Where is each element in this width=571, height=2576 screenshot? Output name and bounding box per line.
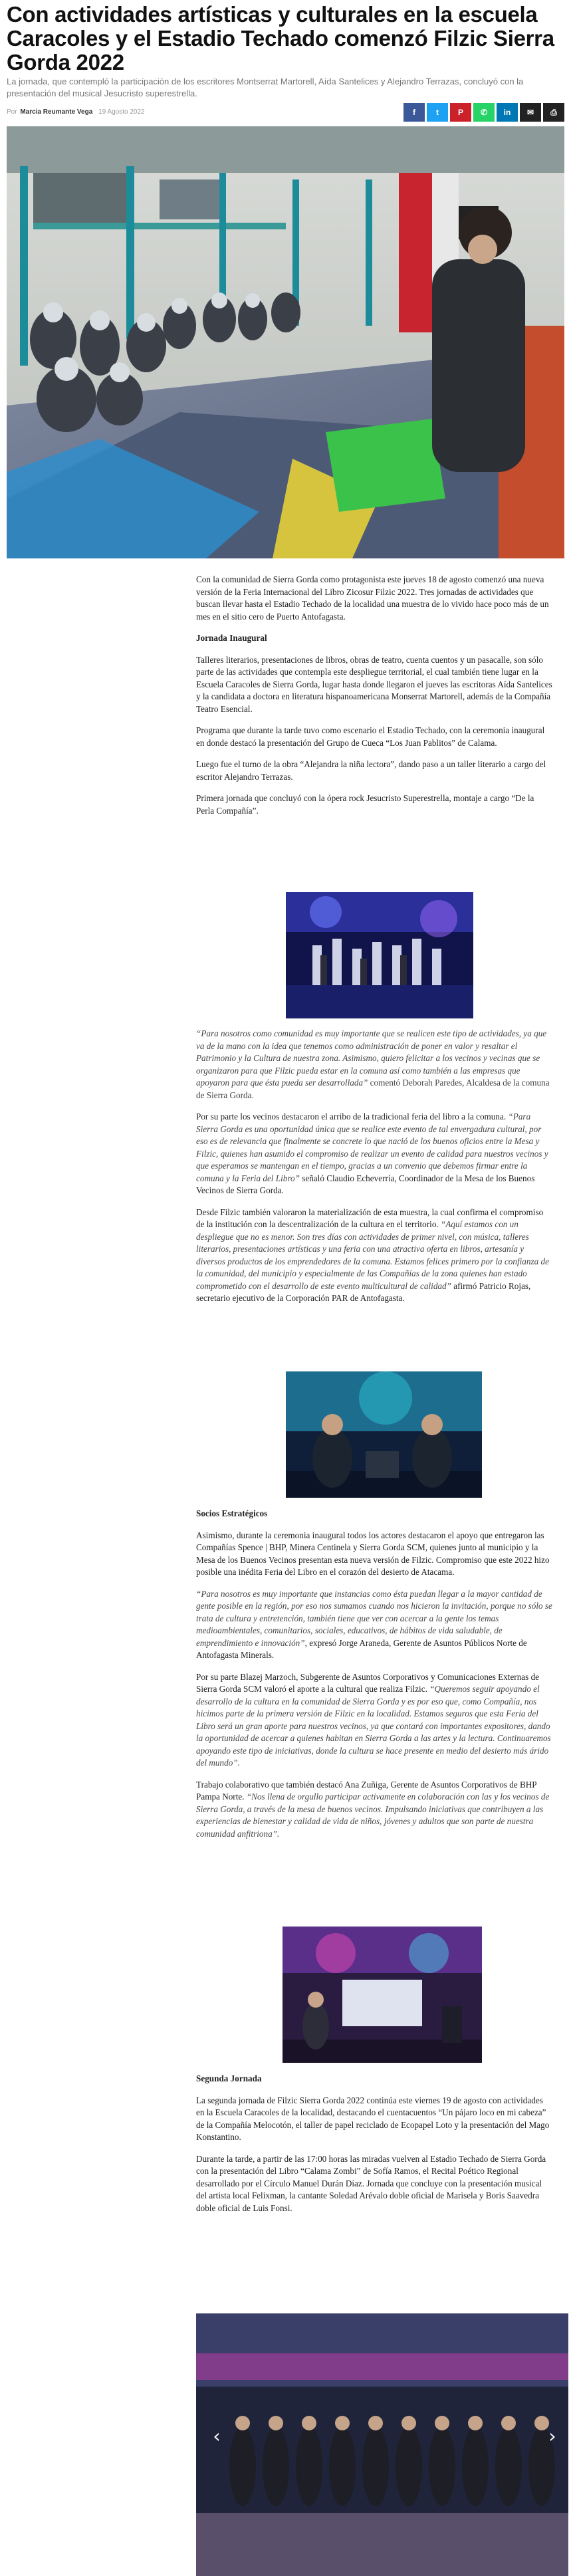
author-prefix: Por [7,108,17,116]
whatsapp-icon[interactable]: ✆ [473,103,495,122]
paragraph-text: Por su parte Blazej Marzoch, Subgerente de Asuntos Corporativos y Comunicaciones Externas de Sierra Gorda SCM valoró el aporte a la cultural que realiza Filzic. [196,1671,540,1694]
quote-text: “Aquí estamos con un despliegue que no es menor. Son tres días con actividades de primer nivel, con música, talleres literarios, presentaciones artísticas y una feria con una atractiva oferta en libros, artesanía y diversos productos de los emprendedores de la comuna. Estamos felices primero por la confianza de la comunidad, del municipio y especialmente de las Compañías de la zona quienes han estado comprometido con el desarrollo de este evento multicultural de calidad” [196,1219,549,1291]
print-icon[interactable]: ⎙ [543,103,564,122]
publish-date: 19 Agosto 2022 [98,108,145,116]
photo-stage [283,1927,482,2063]
gallery-next-icon[interactable]: › [548,2425,556,2447]
paragraph [196,1111,553,1197]
paragraph [196,1779,553,1841]
article-body [196,574,553,826]
quote-text: “Nos llena de orgullo participar activamente en colaboración con las y los vecinos de Sierra Gorda, a través de la mesa de buenos vecinos. Impulsando iniciativas que contribuyen a las experiencias de bienestar y calidad de vida de niños, jóvenes y adultos que son parte de nuestra comunidad anfitriona”. [196,1792,550,1839]
facebook-icon[interactable]: f [403,103,425,122]
paragraph-intro: Con la comunidad de Sierra Gorda como protagonista este jueves 18 de agosto comenzó una nueva versión de la Feria Internacional del Libro Zicosur Filzic 2022. Tres jornadas de actividades que buscan llevar hasta el Estadio Techado de la localidad una muestra de lo vivido hace poco más de un mes en el sitio cero de Puerto Antofagasta. [196,574,549,622]
paragraph: Durante la tarde, a partir de las 17:00 horas las miradas vuelven al Estadio Techado de Sierra Gorda con la presentación del Libro “Calama Zombi” de Sofía Ramos, el Recital Poético Regional desarrollado por el Círculo Manuel Durán Díaz. Jornada que concluye con la presentación musical del artista local Felixman, la cantante Soledad Arévalo doble oficial de Marisela y Boris Saavedra doble oficial de Luis Fonsi. [196,2153,546,2213]
paragraph [196,1671,553,1770]
article-body-3 [196,1508,553,1849]
article-body-2 [196,1028,553,1314]
paragraph: Primera jornada que concluyó con la ópera rock Jesucristo Superestrella, montaje a cargo “De la Perla Compañía”. [196,793,534,816]
quote-attribution: afirmó Patricio Rojas, secretario ejecutivo de la Corporación PAR de Antofagasta. [196,1280,531,1303]
paragraph-text: Por su parte los vecinos destacaron el arribo de la tradicional feria del libro a la comuna. [196,1112,509,1121]
article-title: Con actividades artísticas y culturales en la escuela Caracoles y el Estadio Techado comenzó Filzic Sierra Gorda 2022 [7,2,554,74]
quote-paragraph [196,1588,553,1662]
share-bar [403,103,564,122]
quote-paragraph [196,1028,553,1102]
author-link[interactable]: Marcia Reumante Vega [20,108,93,116]
hero-photo [7,126,564,558]
heading-jornada-inaugural: Jornada Inaugural [196,633,267,643]
heading-socios: Socios Estratégicos [196,1508,268,1518]
paragraph: Luego fue el turno de la obra “Alejandra la niña lectora”, dando paso a un taller literario a cargo del escritor Alejandro Terrazas. [196,759,546,782]
twitter-icon[interactable]: t [427,103,448,122]
pinterest-icon[interactable]: P [450,103,471,122]
paragraph: Programa que durante la tarde tuvo como escenario el Estadio Techado, con la ceremonia inaugural en donde destacó la presentación del Grupo de Cueca “Los Juan Pablitos” de Calama. [196,725,545,748]
quote-attribution: señaló Claudio Echeverría, Coordinador de la Mesa de los Buenos Vecinos de Sierra Gorda. [196,1173,535,1195]
gallery-photo [196,2313,568,2576]
article-body-4 [196,2073,553,2224]
email-icon[interactable]: ✉ [520,103,541,122]
paragraph: La segunda jornada de Filzic Sierra Gorda 2022 continúa este viernes 19 de agosto con actividades en la Escuela Caracoles de la localidad, destacando el cuentacuentos “Un pájaro loco en mi cabeza” de la Compañía Melocotón, el taller de papel reciclado de Ecopapel Loto y la presentación del Mago Konstantino. [196,2095,550,2142]
quote-attribution: comentó Deborah Paredes, Alcaldesa de la comuna de Sierra Gorda. [196,1078,550,1100]
gallery-prev-icon[interactable]: ‹ [213,2425,221,2447]
paragraph: Talleres literarios, presentaciones de libros, obras de teatro, cuenta cuentos y un pasacalle, son sólo parte de las actividades que contempla este despliegue territorial, el cual también tiene lugar en la Escuela Caracoles de Sierra Gorda, lugar hasta donde llegaron el jueves las escritoras Aída Santelices y la candidata a doctora en literatura hispanoamericana Monserrat Martorell, además de la Compañía Teatro Esencial. [196,654,552,714]
paragraph-text: Trabajo colaborativo que también destacó Ana Zuñiga, Gerente de Asuntos Corporativos de BHP Pampa Norte. [196,1779,537,1802]
photo-concert [286,892,473,1018]
byline [7,108,145,116]
quote-attribution: , expresó Jorge Araneda, Gerente de Asuntos Públicos Norte de Antofagasta Minerals. [196,1637,527,1660]
quote-text: “Queremos seguir apoyando el desarrollo de la cultura en la comunidad de Sierra Gorda y es por eso que, como Compañía, nos hicimos parte de la primera versión de Filzic en la localidad. Estamos seguros que esta Feria del Libro será un gran aporte para nuestros vecinos, ya que contará con importantes expositores, dando la oportunidad de acercar a quienes habitan en Sierra Gorda a las artes y la lectura. Continuaremos apoyando este tipo de iniciativas, donde la cultura se hace presente en medio del desierto más árido del mundo”. [196,1684,551,1768]
quote-text: “Para nosotros como comunidad es muy importante que se realicen este tipo de actividades, ya que va de la mano con la idea que tenemos como administración de poner en valor y resaltar el Patrimonio y la Cultura de nuestra zona. Asimismo, quiero felicitar a los vecinos y vecinas que se organizaron para que Filzic pueda estar en la comuna así como también a las empresas que apoyaron para que ésta pueda ser desarrollada” [196,1028,547,1088]
article-lead: La jornada, que contempló la participación de los escritores Montserrat Martorell, Aída Santelices y Alejandro Terrazas, concluyó con la presentación del musical Jesucristo superestrella. [7,76,524,98]
paragraph: Asimismo, durante la ceremonia inaugural todos los actores destacaron el apoyo que entregaron las Compañías Spence | BHP, Minera Centinela y Sierra Gorda SCM, quienes junto al municipio y la Mesa de los Buenos Vecinos presentan esta nueva versión de Filzic. Compromiso que este 2022 hizo posible una inédita Feria del Libro en el corazón del desierto de Atacama. [196,1530,550,1577]
paragraph [196,1207,553,1305]
heading-segunda-jornada: Segunda Jornada [196,2073,262,2083]
linkedin-icon[interactable]: in [497,103,518,122]
photo-panel [286,1371,482,1498]
quote-text: “Para Sierra Gorda es una oportunidad única que se realice este evento de tal envergadura cultural, por eso es de relevancia que finalmente se concrete lo que nació de los buenos oficios entre la Mesa y Filzic, quienes han asumido el compromiso de realizar un evento de calidad para nuestros vecinos y que esperamos se mantengan en el tiempo, gracias a un convenio que debemos firmar entre la comuna y la Feria del Libro” [196,1112,548,1183]
quote-text: “Para nosotros es muy importante que instancias como ésta puedan llegar a la mayor cantidad de gente posible en la región, por eso nos sumamos cuando nos hicieron la invitación, porque no sólo se trata de cultura y entretención, también tiene que ver con acercar a la gente los temas medioambientales, comunitarios, sociales, educativos, de hábitos de vida saludable, de emprendimiento e innovación” [196,1588,552,1648]
paragraph-text: Desde Filzic también valoraron la materialización de esta muestra, la cual confirma el compromiso de la institución con la descentralización de la cultura en el territorio. [196,1207,544,1229]
